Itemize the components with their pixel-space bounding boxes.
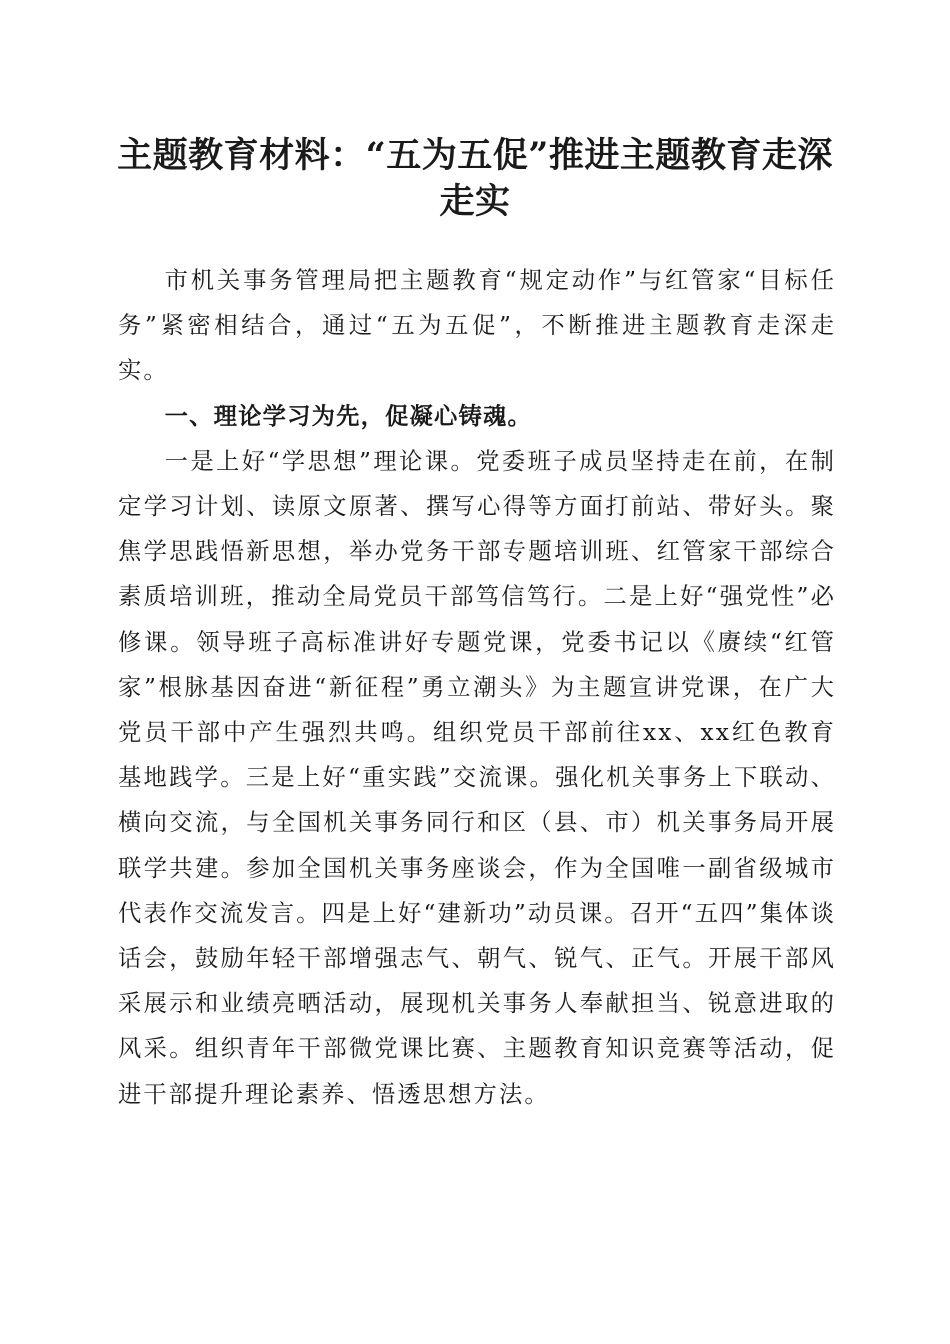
document-body [118, 258, 836, 1117]
section-heading: 一、理论学习为先，促凝心铸魂。 [164, 402, 533, 430]
section-paragraph: 一是上好“学思想”理论课。党委班子成员坚持走在前，在制定学习计划、读原文原著、撰写心得等方面打前站、带好头。聚焦学思践悟新思想，举办党务干部专题培训班、红管家干部综合素质培训班，推动全局党员干部笃信笃行。二是上好“强党性”必修课。领导班子高标准讲好专题党课，党委书记以《赓续“红管家”根脉基因奋进“新征程”勇立潮头》为主题宣讲党课，在广大党员干部中产生强烈共鸣。组织党员干部前往xx、xx红色教育基地践学。三是上好“重实践”交流课。强化机关事务上下联动、横向交流，与全国机关事务同行和区（县、市）机关事务局开展联学共建。参加全国机关事务座谈会，作为全国唯一副省级城市代表作交流发言。四是上好“建新功”动员课。召开“五四”集体谈话会，鼓励年轻干部增强志气、朝气、锐气、正气。开展干部风采展示和业绩亮晒活动，展现机关事务人奉献担当、锐意进取的风采。组织青年干部微党课比赛、主题教育知识竞赛等活动，促进干部提升理论素养、悟透思想方法。 [118, 447, 836, 1108]
intro-paragraph: 市机关事务管理局把主题教育“规定动作”与红管家“目标任务”紧密相结合，通过“五为五促”，不断推进主题教育走深走实。 [118, 267, 836, 385]
document-title: 主题教育材料：“五为五促”推进主题教育走深走实 [117, 135, 833, 222]
